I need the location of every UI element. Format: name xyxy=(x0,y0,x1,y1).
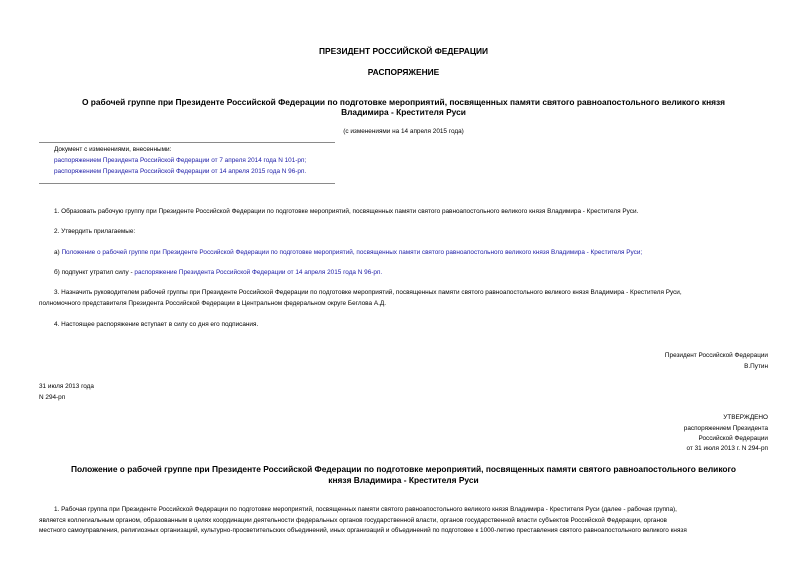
signature-name: В.Путин xyxy=(744,363,768,370)
approved-stamp: УТВЕРЖДЕНО xyxy=(723,414,768,421)
regulation-link[interactable]: Положение о рабочей группе при Президенте Российской Федерации по подготовке мероприятий, посвященных памяти святого равноапостольного великого князя Владимира - Крестителя Руси; xyxy=(61,249,643,256)
item-3-line2: полномочного представителя Президента Российской Федерации в Центральном федеральном округе Беглова А.Д. xyxy=(39,300,386,307)
document-title-line2: Владимира - Крестителя Руси xyxy=(341,107,466,117)
approved-date: от 31 июля 2013 г. N 294-рп xyxy=(686,445,768,452)
amendment-note: (с изменениями на 14 апреля 2015 года) xyxy=(343,128,464,135)
amendment-link-2015[interactable]: распоряжением Президента Российской Федерации от 14 апреля 2015 года N 96-рп. xyxy=(54,168,307,175)
changes-label: Документ с изменениями, внесенными: xyxy=(54,146,172,153)
item-2: 2. Утвердить прилагаемые: xyxy=(54,228,136,235)
approved-by: распоряжением Президента xyxy=(683,425,768,432)
regulation-title-line1: Положение о рабочей группе при Президенте Российской Федерации по подготовке мероприятий, посвященных памяти святого равноапостольного великого xyxy=(70,464,737,474)
divider-bottom xyxy=(39,183,335,184)
item-4: 4. Настоящее распоряжение вступает в силу со дня его подписания. xyxy=(54,321,259,328)
signing-date: 31 июля 2013 года xyxy=(39,383,94,390)
divider-top xyxy=(39,142,335,143)
item-2a-prefix: а) xyxy=(54,249,60,256)
document-title-line1: О рабочей группе при Президенте Российской Федерации по подготовке мероприятий, посвященных памяти святого равноапостольного великого князя xyxy=(81,97,726,107)
regulation-para-line2: является коллегиальным органом, образованным в целях координации деятельности федеральных органов государственной власти, органов государственной власти субъектов Российской Федерации, органов xyxy=(39,517,667,524)
item-2a xyxy=(54,248,642,258)
regulation-para-line3: местного самоуправления, религиозных организаций, культурно-просветительских объединений, иных организаций и объединений по подготовке к 1000-летию преставления святого равноапостольного великого князя xyxy=(39,527,687,534)
president-heading: ПРЕЗИДЕНТ РОССИЙСКОЙ ФЕДЕРАЦИИ xyxy=(319,46,488,56)
item-1: 1. Образовать рабочую группу при Президенте Российской Федерации по подготовке мероприятий, посвященных памяти святого равноапостольного великого князя Владимира - Крестителя Руси. xyxy=(54,208,639,215)
repeal-order-link[interactable]: распоряжение Президента Российской Федерации от 14 апреля 2015 года N 96-рп. xyxy=(134,269,383,276)
amendment-link-2014[interactable]: распоряжением Президента Российской Федерации от 7 апреля 2014 года N 101-рп; xyxy=(54,157,307,164)
document-type: РАСПОРЯЖЕНИЕ xyxy=(367,67,440,77)
item-2b xyxy=(54,268,382,278)
item-3-line1: 3. Назначить руководителем рабочей группы при Президенте Российской Федерации по подготовке мероприятий, посвященных памяти святого равноапостольного великого князя Владимира - Крестителя Руси, xyxy=(54,289,682,296)
order-number: N 294-рп xyxy=(39,394,66,401)
item-2b-prefix: б) подпункт утратил силу - xyxy=(54,269,133,276)
regulation-title-line2: князя Владимира - Крестителя Руси xyxy=(328,475,479,485)
approved-authority: Российской Федерации xyxy=(698,435,768,442)
regulation-para-line1: 1. Рабочая группа при Президенте Российской Федерации по подготовке мероприятий, посвященных памяти святого равноапостольного великого князя Владимира - Крестителя Руси (далее - рабочая группа), xyxy=(54,506,677,513)
signature-position: Президент Российской Федерации xyxy=(664,352,768,359)
